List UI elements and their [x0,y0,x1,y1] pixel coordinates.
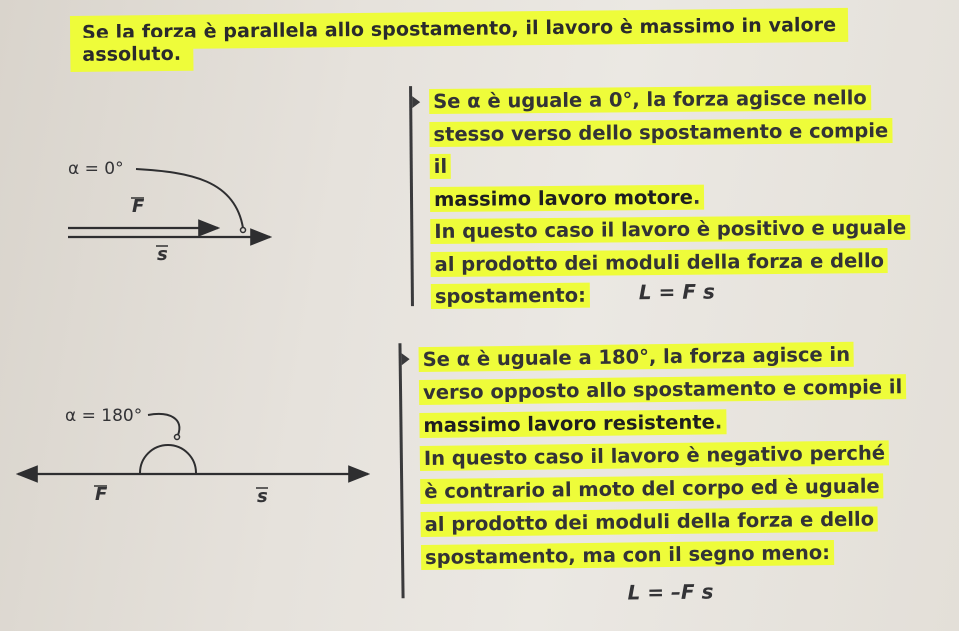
case1-bold-term: massimo lavoro motore [433,185,694,211]
force-label-180: F [95,484,108,505]
case2-line3-end: . [714,410,723,434]
block-bar-1 [409,86,414,306]
displacement-label-0: s [157,244,168,265]
case-alpha-180-text [418,337,941,574]
formula-negative-work: L = –F s [627,579,714,605]
diagram-alpha-0-svg [60,150,290,270]
case1-line3-end: . [692,185,701,209]
case1-line4: In questo caso il lavoro è positivo e uguale [430,215,910,244]
case1-line1: Se α è uguale a 0°, la forza agisce nello [429,85,871,114]
case2-bold-term: massimo lavoro resistente [423,410,715,438]
force-label-0: F [132,196,145,217]
formula-positive-work: L = F s [638,279,715,305]
block-bar-2 [398,343,404,598]
diagram-alpha-0 [60,150,290,274]
bullet-triangle-1 [412,96,420,108]
case2-line7: spostamento, ma con il segno meno: [421,540,834,570]
case1-line5: al prodotto dei moduli della forza e dello [430,248,888,277]
angle-pointer-end-180 [175,435,180,440]
case-alpha-0-block [409,82,911,306]
bullet-triangle-2 [402,353,410,365]
case1-line6: spostamento: [431,283,590,309]
angle-pointer-180 [148,414,179,435]
angle-arc-180 [140,445,196,473]
case2-line5: è contrario al moto del corpo ed è uguale [420,473,884,504]
title-highlight: Se la forza è parallela allo spostamento, il lavoro è massimo in valore assoluto. [70,8,848,72]
case2-line1: Se α è uguale a 180°, la forza agisce in [419,342,855,372]
diagram-alpha-180 [10,395,375,514]
page-title [70,13,920,66]
case-alpha-180-block [398,337,941,605]
case1-line2: stesso verso dello spostamento e compie il [429,117,892,179]
angle-label-180: α = 180° [65,406,143,426]
diagram-alpha-180-svg [10,395,375,510]
case2-line4: In questo caso il lavoro è negativo perché [420,440,889,471]
case2-line6: al prodotto dei moduli della forza e dello [421,506,879,537]
case-alpha-0-text [429,82,911,314]
angle-label-0: α = 0° [68,159,124,179]
angle-arc-end-0 [241,228,246,233]
displacement-label-180: s [257,486,268,507]
angle-arc-0 [136,169,243,228]
case2-line2: verso opposto allo spostamento e compie il [419,374,906,405]
